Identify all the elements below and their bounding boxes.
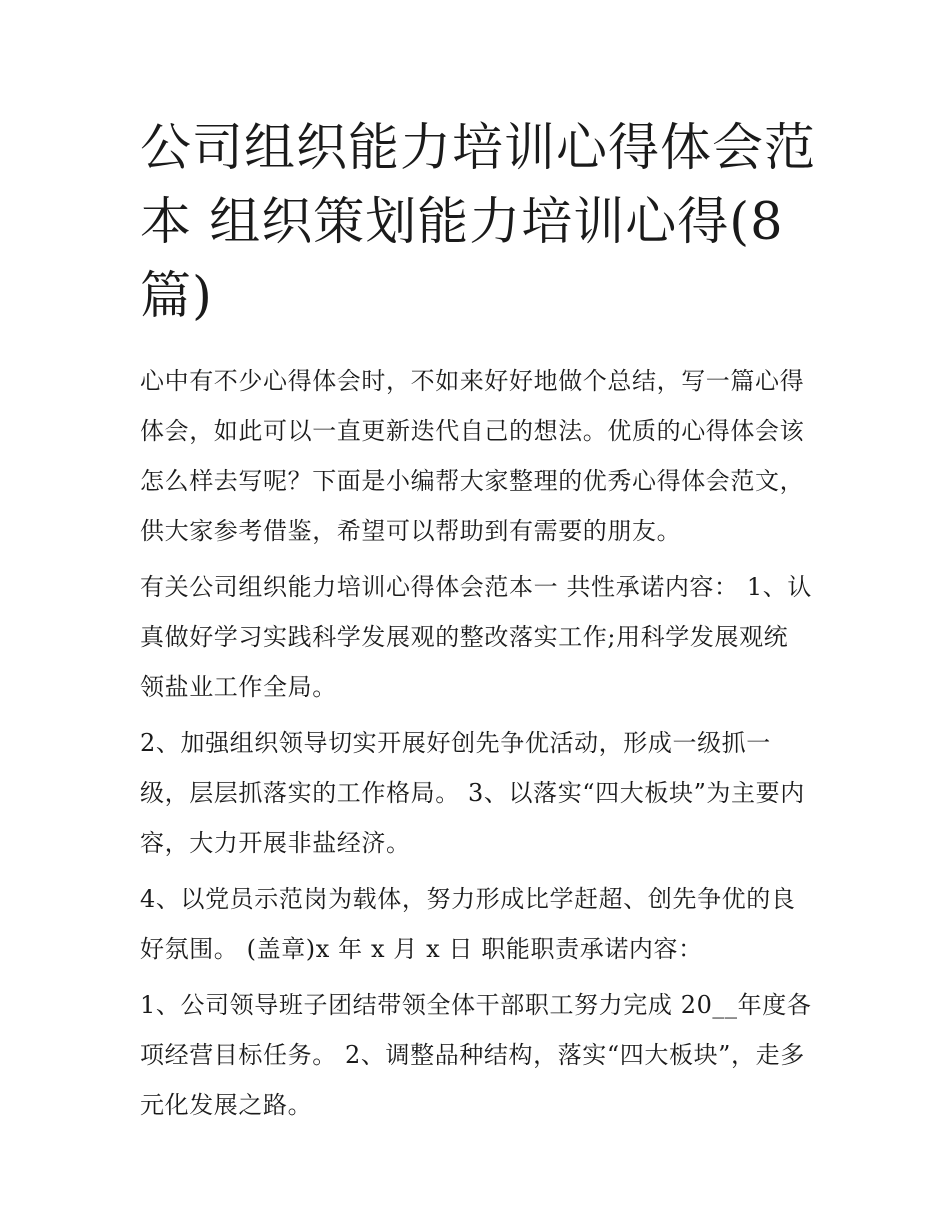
text-line: 供大家参考借鉴，希望可以帮助到有需要的朋友。 <box>140 517 682 545</box>
text-line: 领盐业工作全局。 <box>140 673 337 701</box>
text-line: 4、以党员示范岗为载体，努力形成比学赶超、创先争优的良 <box>140 885 796 913</box>
text-line: 体会，如此可以一直更新迭代自己的想法。优质的心得体会该 <box>140 417 805 445</box>
text-line: 有关公司组织能力培训心得体会范本一 共性承诺内容： 1、认 <box>140 573 812 601</box>
commitment-paragraph <box>140 718 830 868</box>
title-line: 本 组织策划能力培训心得(8 <box>140 193 784 252</box>
text-line: 1、公司领导班子团结带领全体干部职工努力完成 20__年度各 <box>140 991 812 1019</box>
text-line: 心中有不少心得体会时，不如来好好地做个总结，写一篇心得 <box>140 367 805 395</box>
document-body <box>140 356 830 1136</box>
title-line: 篇) <box>140 267 213 326</box>
document-title <box>140 112 820 334</box>
title-line: 公司组织能力培训心得体会范 <box>140 119 817 178</box>
text-line: 容，大力开展非盐经济。 <box>140 829 411 857</box>
text-line: 级，层层抓落实的工作格局。 3、以落实“四大板块”为主要内 <box>140 779 805 807</box>
duty-paragraph <box>140 980 830 1130</box>
text-line: 怎么样去写呢？下面是小编帮大家整理的优秀心得体会范文， <box>140 467 805 495</box>
text-line: 元化发展之路。 <box>140 1091 313 1119</box>
text-line: 好氛围。 (盖章)x 年 x 月 x 日 职能职责承诺内容： <box>140 935 703 963</box>
commitment-paragraph <box>140 562 830 712</box>
text-line: 项经营目标任务。 2、调整品种结构，落实“四大板块”，走多 <box>140 1041 805 1069</box>
text-line: 2、加强组织领导切实开展好创先争优活动，形成一级抓一 <box>140 729 771 757</box>
intro-paragraph <box>140 356 830 556</box>
commitment-paragraph <box>140 874 830 974</box>
text-line: 真做好学习实践科学发展观的整改落实工作;用科学发展观统 <box>140 623 789 651</box>
